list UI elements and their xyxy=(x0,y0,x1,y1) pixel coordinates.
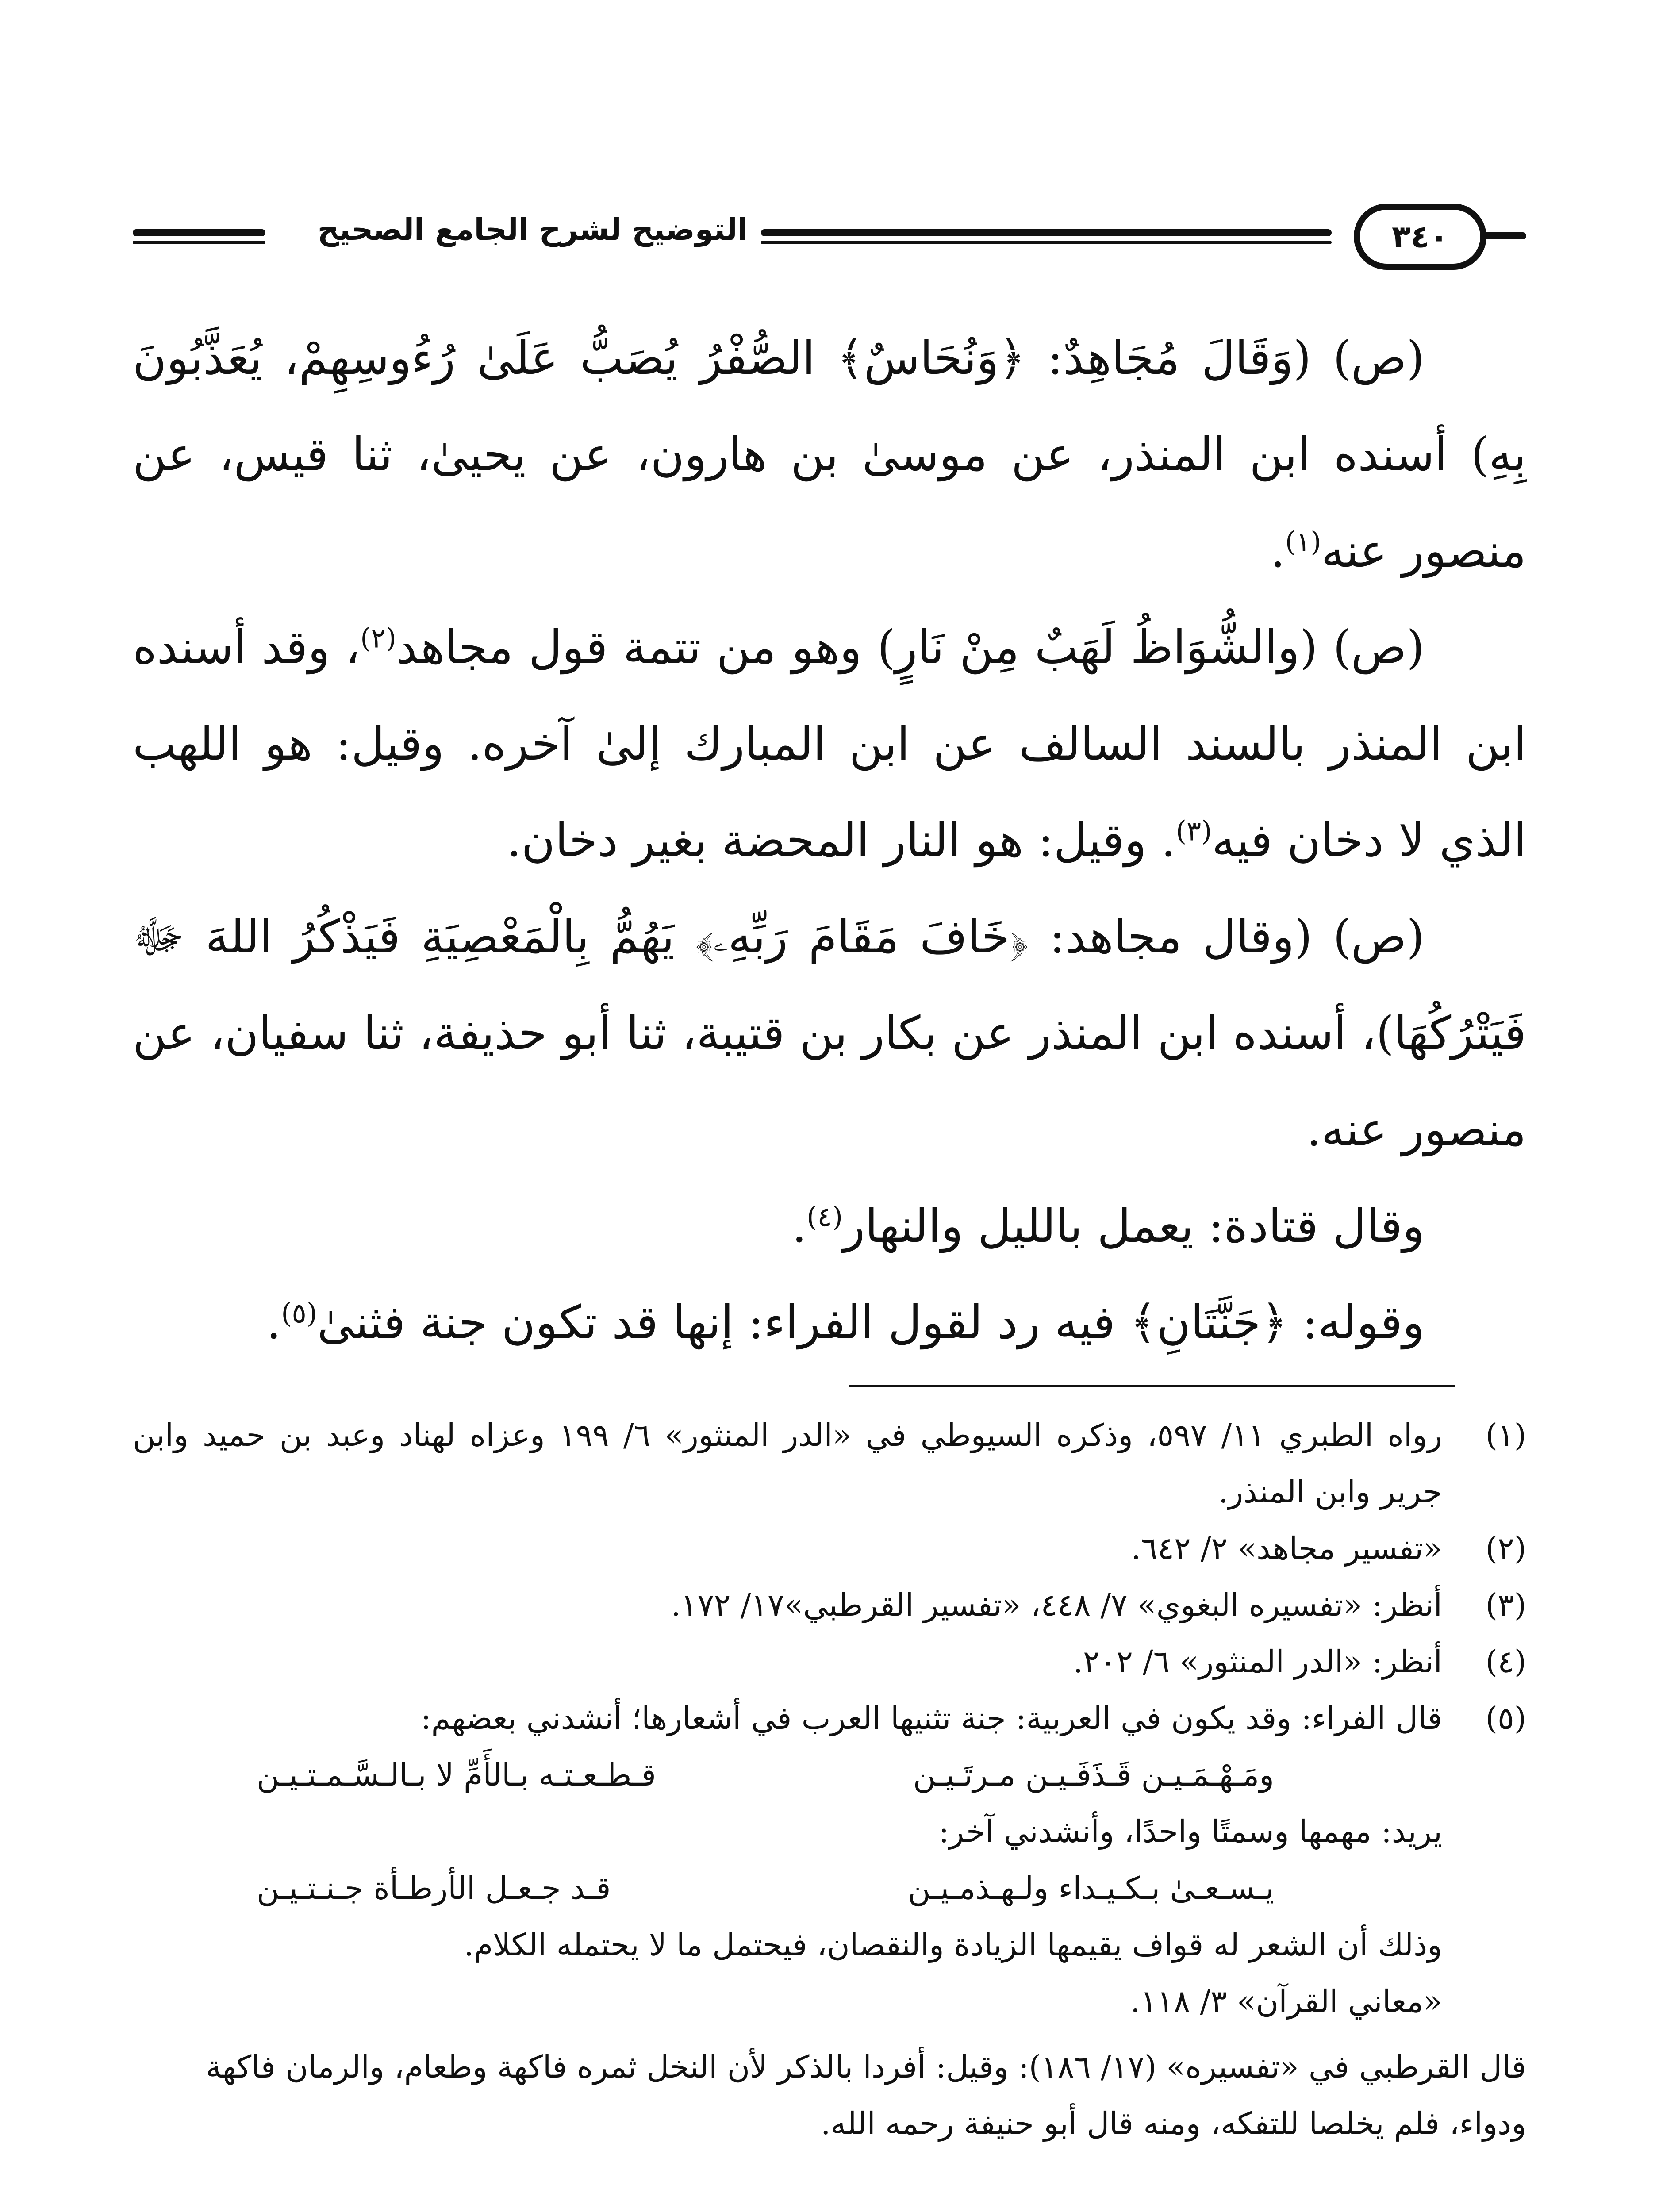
footnote-2 xyxy=(133,1520,1526,1577)
footnote-5-source: «معاني القرآن» ٣/ ١١٨. xyxy=(1130,1983,1442,2020)
footnote-number: (٤) xyxy=(1485,1644,1526,1680)
main-text xyxy=(133,310,1526,1371)
paragraph-1: (ص) (وَقَالَ مُجَاهِدٌ: ﴿وَنُحَاسٌ﴾ الصُّفْرُ يُصَبُّ عَلَىٰ رُءُوسِهِمْ، يُعَذَّبُونَ بِهِ) أسنده ابن المنذر، عن موسىٰ بن هارون، عن يحيىٰ، ثنا قيس، عن منصور عنه$^{(١)}$. xyxy=(133,331,1526,578)
header-rule-left-thin xyxy=(133,241,265,244)
footnote-separator xyxy=(849,1385,1455,1387)
verse-hemistich: قـد جـعـل الأرطـأة جـنـتـيـن xyxy=(257,1870,611,1906)
page-header xyxy=(133,195,1526,283)
footnote-continuation: قال القرطبي في «تفسيره» (١٧/ ١٨٦): وقيل: أفردا بالذكر لأن النخل ثمره فاكهة وطعام، والرمان فاكهة ودواء، فلم يخلصا للتفكه، ومنه قال أبو حنيفة رحمه الله. xyxy=(206,2049,1526,2142)
footnote-number: (٥) xyxy=(1485,1700,1526,1736)
paragraph-3: (ص) (وقال مجاهد: ﴿خَافَ مَقَامَ رَبِّهِۦ﴾ يَهُمُّ بِالْمَعْصِيَةِ فَيَذْكُرُ اللهَ ﷻ فَيَتْرُكُهَا)، أسنده ابن المنذر عن بكار بن قتيبة، ثنا أبو حذيفة، ثنا سفيان، عن منصور عنه. xyxy=(133,910,1526,1156)
footnote-5 xyxy=(133,1690,1526,2030)
header-rule-middle-thin xyxy=(761,241,1332,244)
paragraph-4: وقال قتادة: يعمل بالليل والنهار$^{(٤)}$. xyxy=(792,1199,1425,1253)
footnote-text: قال الفراء: وقد يكون في العربية: جنة تثنيها العرب في أشعارها؛ أنشدني بعضهم: ومَـهْـمَـيـن قَـذَفَـيـن مـرتَـيـن قـطـعـتـه بـالأَمِّ لا بـالـسَّـمـتـيـن يريد: مهمها وسمتًا واحدًا، وأنشدني آخر: يـسـعـىٰ بـكـيـداء ولـهـذمـيـن قـد جـعـل الأرطـأة جـنـتـيـن وذلك أن الشعر له قواف يقيمها الزيادة والنقصان، فيحتمل ما لا يحتمله الكلام. «معاني القرآن» ٣/ ١١٨. xyxy=(133,1690,1442,2030)
header-rule-middle xyxy=(761,229,1332,236)
verse-line-1 xyxy=(133,1747,1442,1803)
footnote-ref-2[interactable]: (٢) xyxy=(360,622,396,654)
footnote-5-text: وذلك أن الشعر له قواف يقيمها الزيادة والنقصان، فيحتمل ما لا يحتمله الكلام. xyxy=(464,1927,1442,1963)
verse-hemistich: يـسـعـىٰ بـكـيـداء ولـهـذمـيـن xyxy=(907,1870,1274,1906)
paragraph-2: (ص) (والشُّوَاظُ لَهَبٌ مِنْ نَارٍ) وهو من تتمة قول مجاهد$^{(٢)}$، وقد أسنده ابن المنذر بالسند السالف عن ابن المبارك إلىٰ آخره. وقيل: هو اللهب الذي لا دخان فيه$^{(٣)}$. وقيل: هو النار المحضة بغير دخان. xyxy=(133,620,1526,867)
verse-hemistich: ومَـهْـمَـيـن قَـذَفَـيـن مـرتَـيـن xyxy=(913,1757,1274,1793)
footnote-text: رواه الطبري ١١/ ٥٩٧، وذكره السيوطي في «الدر المنثور» ٦/ ١٩٩ وعزاه لهناد وعبد بن حميد وابن جرير وابن المنذر. xyxy=(133,1417,1442,1510)
footnote-text: أنظر: «الدر المنثور» ٦/ ٢٠٢. xyxy=(1073,1644,1442,1680)
footnote-number: (٣) xyxy=(1485,1587,1526,1623)
paragraph-5: وقوله: ﴿جَنَّتَانِ﴾ فيه رد لقول الفراء: إنها قد تكون جنة فثنىٰ$^{(٥)}$. xyxy=(266,1295,1425,1349)
running-title: التوضيح لشرح الجامع الصحيح xyxy=(317,212,748,247)
verse-line-2 xyxy=(133,1860,1442,1916)
footnote-text: «تفسير مجاهد» ٢/ ٦٤٢. xyxy=(1131,1530,1442,1567)
page-number: ٣٤٠ xyxy=(1354,204,1486,270)
footnotes xyxy=(133,1407,1526,2152)
footnote-number: (٢) xyxy=(1485,1530,1526,1567)
footnote-ref-5[interactable]: (٥) xyxy=(281,1297,318,1329)
footnote-number: (١) xyxy=(1485,1417,1526,1453)
footnote-5-text: يريد: مهمها وسمتًا واحدًا، وأنشدني آخر: xyxy=(938,1813,1442,1850)
header-rule-left xyxy=(133,229,265,236)
footnote-ref-1[interactable]: (١) xyxy=(1285,525,1321,558)
verse-hemistich: قـطـعـتـه بـالأَمِّ لا بـالـسَّـمـتـيـن xyxy=(257,1757,656,1793)
footnote-4 xyxy=(133,1633,1526,1690)
footnote-text: أنظر: «تفسيره البغوي» ٧/ ٤٤٨، «تفسير القرطبي»١٧/ ١٧٢. xyxy=(671,1587,1442,1623)
footnote-1 xyxy=(133,1407,1526,1520)
footnote-ref-4[interactable]: (٤) xyxy=(806,1200,843,1233)
footnote-ref-3[interactable]: (٣) xyxy=(1175,814,1212,847)
footnote-3 xyxy=(133,1577,1526,1633)
